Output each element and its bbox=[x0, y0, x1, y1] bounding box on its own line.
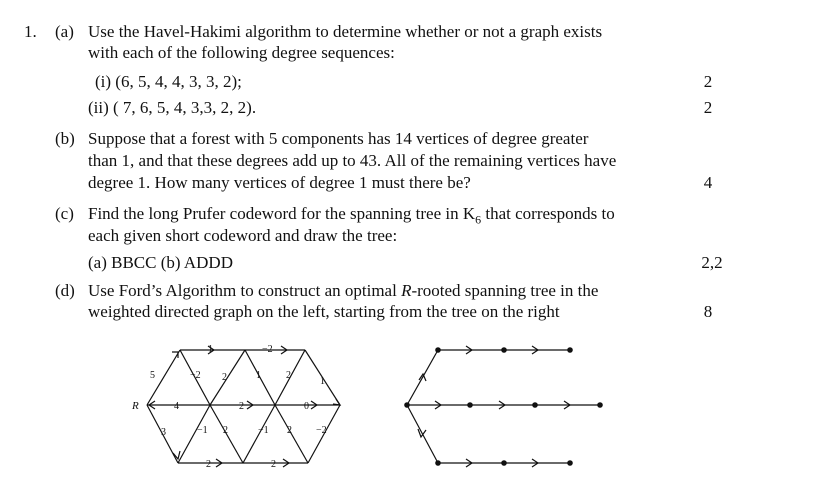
part-c-line1-sub: 6 bbox=[475, 212, 482, 227]
tree-node bbox=[502, 461, 506, 465]
weight-label: 0 bbox=[304, 401, 309, 412]
weight-label: −2 bbox=[316, 425, 327, 436]
tree-node bbox=[533, 403, 537, 407]
weight-label: −2 bbox=[262, 344, 273, 355]
weight-label: 2 bbox=[222, 372, 227, 383]
part-a-i-marks: 2 bbox=[703, 72, 713, 91]
weight-label: 2 bbox=[271, 459, 276, 470]
arrowhead bbox=[333, 399, 340, 405]
part-d-line1-post: -rooted spanning tree in the bbox=[411, 281, 599, 300]
weight-label: 5 bbox=[150, 370, 155, 381]
tree-node bbox=[405, 403, 409, 407]
root-label: R bbox=[132, 400, 139, 412]
weight-label: 2 bbox=[223, 425, 228, 436]
part-b-label: (b) bbox=[55, 129, 75, 148]
part-b-marks: 4 bbox=[703, 173, 713, 192]
part-a-ii-marks: 2 bbox=[703, 98, 713, 117]
part-c-label: (c) bbox=[55, 204, 74, 223]
tree-node bbox=[436, 461, 440, 465]
part-d-line2: weighted directed graph on the left, starting from the tree on the right bbox=[88, 302, 560, 321]
tree-edge-up bbox=[407, 350, 438, 405]
tree-node bbox=[598, 403, 602, 407]
part-d-line1-pre: Use Ford’s Algorithm to construct an optimal bbox=[88, 281, 402, 300]
part-b-line1: Suppose that a forest with 5 components has 14 vertices of degree greater bbox=[88, 129, 589, 148]
part-c-line1-pre: Find the long Prufer codeword for the spanning tree in K bbox=[88, 204, 476, 223]
part-a-i: (i) (6, 5, 4, 4, 3, 3, 2); bbox=[95, 72, 242, 91]
tree-node bbox=[568, 461, 572, 465]
weight-label: −1 bbox=[197, 425, 208, 436]
weight-label: 2 bbox=[206, 459, 211, 470]
tree-node bbox=[502, 348, 506, 352]
part-b-line2: than 1, and that these degrees add up to 43. All of the remaining vertices have bbox=[88, 151, 617, 170]
tree-node bbox=[468, 403, 472, 407]
initial-spanning-tree bbox=[405, 346, 602, 467]
part-b-line3: degree 1. How many vertices of degree 1 must there be? bbox=[88, 173, 471, 192]
tree-node bbox=[568, 348, 572, 352]
part-c-line2: each given short codeword and draw the tree: bbox=[88, 226, 398, 245]
weight-label: 1 bbox=[208, 344, 213, 355]
part-a-label: (a) bbox=[55, 22, 74, 41]
part-c-marks: 2,2 bbox=[701, 253, 723, 272]
part-c-line3: (a) BBCC (b) ADDD bbox=[88, 253, 233, 272]
weight-label: 1 bbox=[256, 370, 261, 381]
part-a-line1: Use the Havel-Hakimi algorithm to determine whether or not a graph exists bbox=[88, 22, 603, 41]
part-a-line2: with each of the following degree sequences: bbox=[88, 43, 395, 62]
weight-label: 2 bbox=[287, 425, 292, 436]
weight-label: 1 bbox=[320, 376, 325, 387]
weight-label: 2 bbox=[286, 370, 291, 381]
tree-node bbox=[436, 348, 440, 352]
question-number: 1. bbox=[24, 22, 37, 41]
weight-label: −2 bbox=[190, 370, 201, 381]
part-a-ii: (ii) ( 7, 6, 5, 4, 3,3, 2, 2). bbox=[88, 98, 257, 117]
weight-label: −1 bbox=[258, 425, 269, 436]
part-d-line1-italic: R bbox=[401, 281, 412, 300]
part-c-line1-post: that corresponds to bbox=[481, 204, 615, 223]
arrowhead bbox=[173, 451, 180, 459]
part-d-marks: 8 bbox=[703, 302, 713, 321]
edge-d3 bbox=[210, 350, 245, 405]
part-d-label: (d) bbox=[55, 281, 75, 300]
weight-label: 2 bbox=[239, 401, 244, 412]
weight-label: 3 bbox=[161, 427, 166, 438]
weight-label: 4 bbox=[174, 401, 179, 412]
